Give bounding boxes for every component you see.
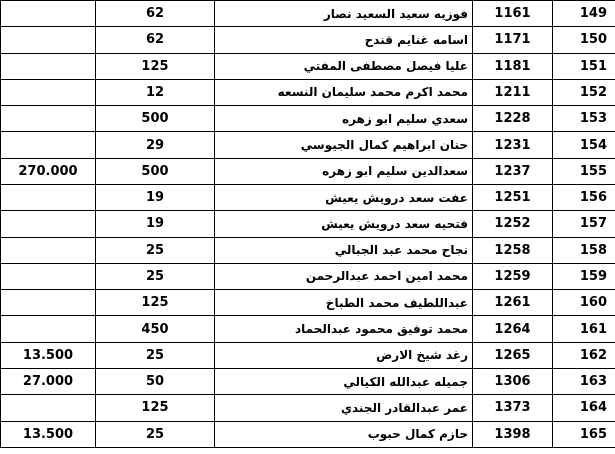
extra-amount-cell: [1, 290, 96, 316]
row-number-cell: 160: [553, 290, 615, 316]
table-body: [1, 1, 615, 448]
holder-code-cell: 1264: [473, 316, 553, 342]
share-count-cell: 500: [96, 158, 215, 184]
holder-name-cell: محمد توفيق محمود عبدالحماد: [215, 316, 473, 342]
share-count-cell: 25: [96, 421, 215, 448]
table-row: [1, 184, 615, 210]
row-number-cell: 164: [553, 395, 615, 421]
holder-code-cell: 1258: [473, 237, 553, 263]
extra-amount-cell: [1, 263, 96, 289]
extra-amount-cell: 27.000: [1, 368, 96, 394]
row-number-cell: 154: [553, 132, 615, 158]
holder-name-cell: سعدالدين سليم ابو زهره: [215, 158, 473, 184]
holder-code-cell: 1237: [473, 158, 553, 184]
extra-amount-cell: [1, 1, 96, 27]
share-count-cell: 50: [96, 368, 215, 394]
holder-code-cell: 1211: [473, 79, 553, 105]
share-count-cell: 125: [96, 290, 215, 316]
holder-name-cell: رغد شيخ الارض: [215, 342, 473, 368]
share-count-cell: 19: [96, 184, 215, 210]
holder-code-cell: 1181: [473, 53, 553, 79]
table-row: [1, 316, 615, 342]
holder-name-cell: عفت سعد درويش يعيش: [215, 184, 473, 210]
row-number-cell: 151: [553, 53, 615, 79]
row-number-cell: 155: [553, 158, 615, 184]
share-count-cell: 450: [96, 316, 215, 342]
holder-code-cell: 1265: [473, 342, 553, 368]
share-count-cell: 62: [96, 1, 215, 27]
holder-code-cell: 1251: [473, 184, 553, 210]
holder-name-cell: محمد امين احمد عبدالرحمن: [215, 263, 473, 289]
row-number-cell: 158: [553, 237, 615, 263]
holder-name-cell: عليا فيصل مصطفى المفتي: [215, 53, 473, 79]
table-row: [1, 106, 615, 132]
row-number-cell: 153: [553, 106, 615, 132]
holder-name-cell: اسامه غنايم قندح: [215, 27, 473, 53]
extra-amount-cell: [1, 395, 96, 421]
table-row: [1, 53, 615, 79]
holder-code-cell: 1306: [473, 368, 553, 394]
row-number-cell: 162: [553, 342, 615, 368]
extra-amount-cell: [1, 53, 96, 79]
extra-amount-cell: [1, 132, 96, 158]
table-row: [1, 27, 615, 53]
table-row: [1, 263, 615, 289]
table-row: [1, 211, 615, 237]
holder-name-cell: جميله عبدالله الكيالي: [215, 368, 473, 394]
holder-name-cell: عمر عبدالقادر الجندي: [215, 395, 473, 421]
table-row: [1, 368, 615, 394]
row-number-cell: 157: [553, 211, 615, 237]
table-row: [1, 132, 615, 158]
extra-amount-cell: [1, 237, 96, 263]
extra-amount-cell: [1, 79, 96, 105]
table-row: [1, 421, 615, 448]
share-count-cell: 19: [96, 211, 215, 237]
row-number-cell: 163: [553, 368, 615, 394]
share-count-cell: 25: [96, 263, 215, 289]
table-row: [1, 158, 615, 184]
table-row: [1, 395, 615, 421]
holder-code-cell: 1373: [473, 395, 553, 421]
row-number-cell: 150: [553, 27, 615, 53]
extra-amount-cell: [1, 27, 96, 53]
holder-code-cell: 1398: [473, 421, 553, 448]
holder-name-cell: محمد اكرم محمد سليمان النسعه: [215, 79, 473, 105]
share-count-cell: 500: [96, 106, 215, 132]
holder-code-cell: 1261: [473, 290, 553, 316]
table-row: [1, 237, 615, 263]
holder-code-cell: 1252: [473, 211, 553, 237]
row-number-cell: 159: [553, 263, 615, 289]
holder-name-cell: حنان ابراهيم كمال الجيوسي: [215, 132, 473, 158]
holder-name-cell: سعدي سليم ابو زهره: [215, 106, 473, 132]
extra-amount-cell: 13.500: [1, 421, 96, 448]
holder-code-cell: 1259: [473, 263, 553, 289]
table-row: [1, 290, 615, 316]
table-row: [1, 1, 615, 27]
row-number-cell: 149: [553, 1, 615, 27]
holder-name-cell: فوزيه سعيد السعيد نصار: [215, 1, 473, 27]
share-count-cell: 62: [96, 27, 215, 53]
share-count-cell: 29: [96, 132, 215, 158]
row-number-cell: 152: [553, 79, 615, 105]
share-count-cell: 25: [96, 342, 215, 368]
row-number-cell: 161: [553, 316, 615, 342]
table-row: [1, 342, 615, 368]
holder-name-cell: عبداللطيف محمد الطباخ: [215, 290, 473, 316]
holder-name-cell: نجاح محمد عبد الجبالي: [215, 237, 473, 263]
holder-code-cell: 1228: [473, 106, 553, 132]
extra-amount-cell: [1, 316, 96, 342]
holder-code-cell: 1161: [473, 1, 553, 27]
share-count-cell: 25: [96, 237, 215, 263]
holder-name-cell: فتحيه سعد درويش يعيش: [215, 211, 473, 237]
row-number-cell: 156: [553, 184, 615, 210]
row-number-cell: 165: [553, 421, 615, 448]
holder-name-cell: حازم كمال حبوب: [215, 421, 473, 448]
extra-amount-cell: 270.000: [1, 158, 96, 184]
holder-code-cell: 1231: [473, 132, 553, 158]
share-count-cell: 12: [96, 79, 215, 105]
share-count-cell: 125: [96, 395, 215, 421]
extra-amount-cell: [1, 106, 96, 132]
holder-code-cell: 1171: [473, 27, 553, 53]
extra-amount-cell: [1, 184, 96, 210]
extra-amount-cell: [1, 211, 96, 237]
table-row: [1, 79, 615, 105]
share-count-cell: 125: [96, 53, 215, 79]
extra-amount-cell: 13.500: [1, 342, 96, 368]
